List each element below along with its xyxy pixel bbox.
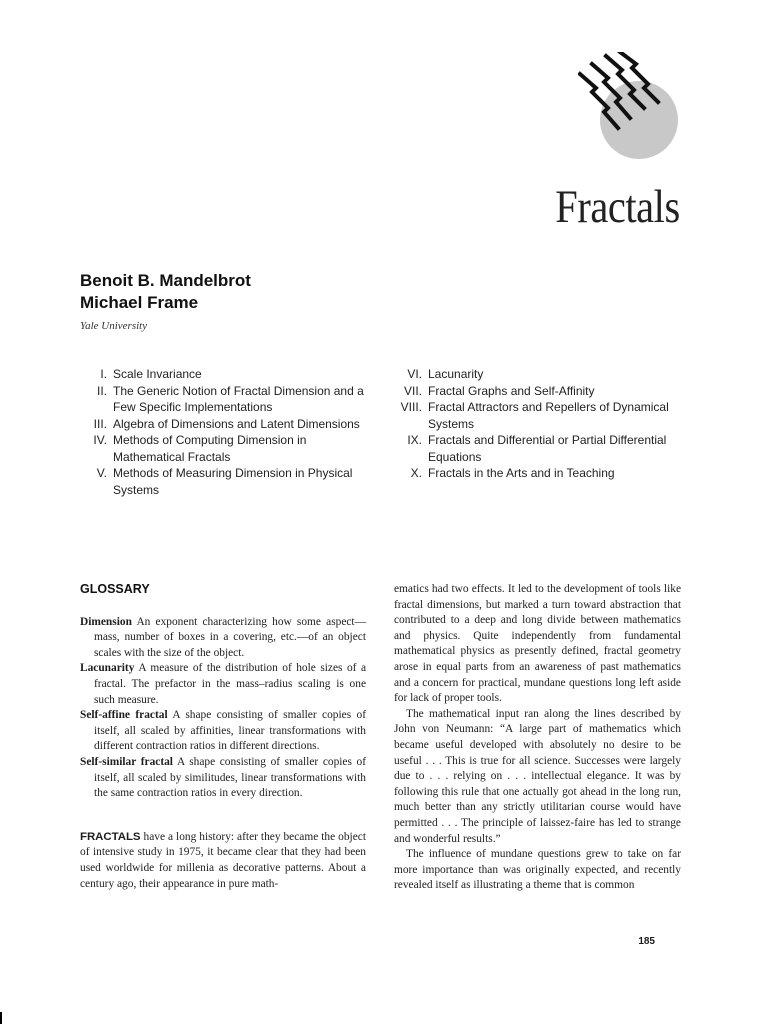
glossary-entry	[80, 615, 366, 662]
outline-item	[80, 465, 380, 498]
outline-text: Lacunarity	[428, 367, 484, 381]
left-column	[80, 582, 366, 892]
outline-item	[393, 432, 693, 465]
lightning-bolts-icon	[578, 52, 688, 170]
glossary-entry	[80, 755, 366, 802]
intro-text: have a long history: after they became the object of intensive study in 1975, it became clear that they had been used worldwide for millenia as decorative patterns. About a century ago, their appearance in pure math-	[80, 830, 366, 890]
outline-right	[393, 366, 693, 482]
outline-item	[393, 366, 693, 383]
glossary-definition: A shape consisting of smaller copies of itself, all scaled by affinities, linear transformations with different contraction ratios in different directions.	[94, 709, 367, 753]
outline-number: I.	[100, 367, 107, 381]
author-name: Michael Frame	[80, 293, 199, 312]
outline-number: VII.	[403, 383, 422, 398]
outline-number: VIII.	[400, 400, 422, 414]
outline-item	[80, 383, 380, 416]
outline-item	[80, 366, 380, 383]
outline-item	[393, 465, 693, 482]
page-number: 185	[638, 936, 655, 947]
outline-number: X.	[410, 466, 422, 480]
glossary-term: Self-similar fractal	[80, 755, 173, 768]
outline-text: Scale Invariance	[113, 367, 202, 381]
outline-text: Methods of Computing Dimension in Mathematical Fractals	[113, 433, 307, 464]
body-paragraph: ematics had two effects. It led to the development of tools like fractal dimensions, but marked a turn toward abstraction that contributed to a deep and long divide between mathematics and physics. Quite independently from fundamental mathematical physics as presently defined, fractal geometry arose in equal parts from an awareness of past mathematics and a concern for practical, mundane questions long left aside for lack of proper tools.	[394, 583, 681, 705]
author-name: Benoit B. Mandelbrot	[80, 271, 251, 290]
affiliation: Yale University	[80, 320, 148, 332]
glossary-definition: A measure of the distribution of hole sizes of a fractal. The prefactor in the mass–radius scaling is one such measure.	[94, 662, 367, 706]
glossary-definition: A shape consisting of smaller copies of itself, all scaled by similitudes, linear transformations with the same contraction ratios in every direction.	[94, 755, 367, 800]
outline-item	[80, 432, 380, 465]
outline-number: VI.	[407, 367, 422, 381]
glossary-entry	[80, 661, 366, 708]
glossary-definition: An exponent characterizing how some aspect—mass, number of boxes in a covering, etc.—of an object scales with the size of the object.	[94, 615, 366, 659]
outline-left	[80, 366, 380, 498]
outline-number: IX.	[407, 433, 422, 447]
article-title: Fractals	[555, 181, 680, 233]
outline-text: Fractals and Differential or Partial Differential Equations	[428, 433, 667, 464]
outline-number: II.	[96, 383, 107, 398]
intro-paragraph	[80, 830, 366, 892]
outline-item	[80, 416, 380, 433]
outline-number: III.	[93, 416, 107, 431]
glossary-term: Dimension	[80, 615, 132, 628]
lead-word: FRACTALS	[80, 830, 141, 843]
outline-item	[393, 399, 693, 432]
edge-mark	[0, 1012, 2, 1024]
outline-item	[393, 383, 693, 400]
outline-text: Methods of Measuring Dimension in Physical Systems	[113, 466, 353, 497]
outline-text: The Generic Notion of Fractal Dimension and a Few Specific Implementations	[113, 383, 364, 414]
outline-number: IV.	[93, 433, 107, 447]
outline-text: Fractal Attractors and Repellers of Dynamical Systems	[428, 400, 669, 431]
outline-text: Fractal Graphs and Self-Affinity	[428, 383, 595, 398]
author-block	[80, 270, 251, 332]
glossary-entry	[80, 708, 366, 755]
outline-text: Algebra of Dimensions and Latent Dimensions	[113, 416, 360, 431]
outline-number: V.	[96, 466, 107, 480]
body-paragraph: The mathematical input ran along the lines described by John von Neumann: “A large part of mathematics which became useful developed with absolutely no desire to be useful . . . This is true for all science. Successes were largely due to . . . relying on . . . intellectual elegance. It was by following this rule that one actually got ahead in the long run, much better than any strictly utilitarian course would have permitted . . . The principle of laissez-faire has led to strange and wonderful results.”	[394, 707, 681, 845]
body-paragraph: The influence of mundane questions grew to take on far more importance than was originally expected, and recently revealed itself as illustrating a theme that is common	[394, 848, 681, 892]
outline-text: Fractals in the Arts and in Teaching	[428, 466, 615, 480]
glossary-heading: GLOSSARY	[80, 582, 150, 596]
glossary-term: Lacunarity	[80, 662, 135, 675]
right-column	[394, 582, 681, 894]
glossary-term: Self-affine fractal	[80, 709, 168, 722]
